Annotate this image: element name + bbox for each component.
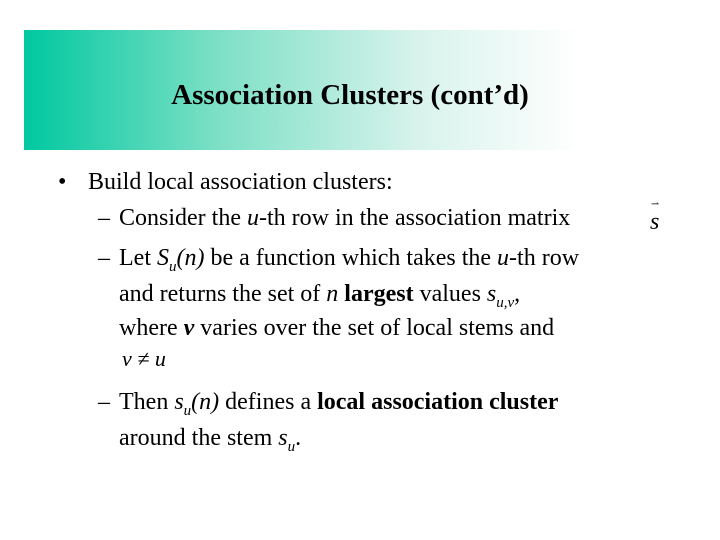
sub-bullet-then-line2: around the stem $s_u$. bbox=[119, 425, 302, 455]
sub-bullet-let-line2: and returns the set of n largest values $s_{u,v}$, bbox=[119, 281, 521, 311]
sub-bullet-let-line3: where v varies over the set of local stems and bbox=[119, 315, 555, 341]
sub-bullet-consider: Consider the u-th row in the association matrix bbox=[119, 205, 571, 231]
dash-symbol-then: – bbox=[98, 389, 110, 415]
sub-bullet-let: Let $S_u(n)$ be a function which takes the u-th row bbox=[119, 245, 580, 275]
sub-bullet-then: Then $s_u(n)$ defines a local association cluster bbox=[119, 389, 559, 419]
bullet-symbol: • bbox=[58, 169, 67, 195]
dash-symbol-let: – bbox=[98, 245, 110, 271]
matrix-letter: s bbox=[650, 209, 660, 235]
slide-title: Association Clusters (cont’d) bbox=[171, 79, 529, 111]
bullet-build-clusters: Build local association clusters: bbox=[88, 169, 393, 195]
vector-arrow-icon: ⇀ bbox=[651, 199, 660, 210]
association-matrix-symbol bbox=[648, 200, 668, 236]
dash-symbol-consider: – bbox=[98, 205, 110, 231]
formula-v-not-equal-u: v ≠ u bbox=[122, 346, 166, 371]
